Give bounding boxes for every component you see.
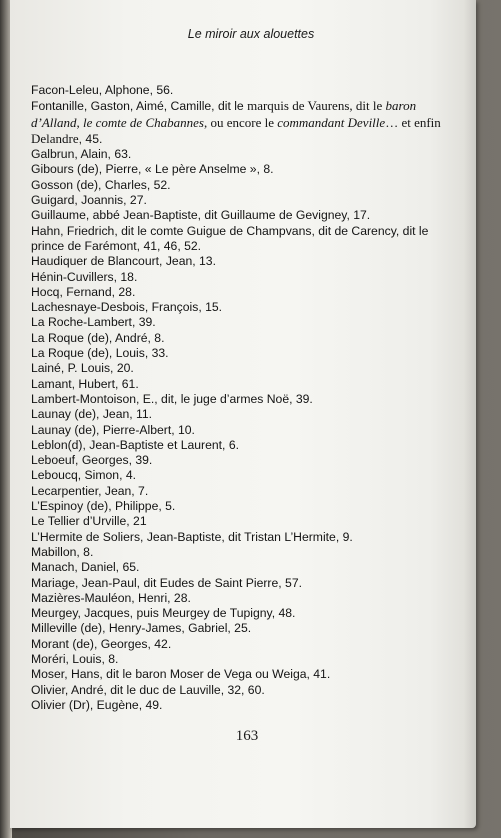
entry-text: Mariage, Jean-Paul, dit Eudes de Saint Pierre, 57.	[31, 575, 302, 590]
index-entry	[31, 499, 451, 514]
entry-text: ,	[76, 114, 83, 130]
index-entry	[31, 331, 451, 346]
entry-text: Lambert-Montoison, E., dit, le juge d’armes Noë, 39.	[31, 391, 313, 406]
index-entry	[31, 315, 451, 330]
index-entry	[31, 545, 451, 560]
index-entry	[31, 83, 451, 98]
entry-text: Hénin-Cuvillers, 18.	[31, 269, 138, 284]
entry-text: Facon-Leleu, Alphone, 56.	[31, 83, 174, 97]
entry-text: Mazières-Mauléon, Henri, 28.	[31, 590, 191, 605]
entry-text: Gibours (de), Pierre, « Le père Anselme », 8.	[31, 162, 274, 177]
index-entry	[31, 621, 451, 636]
entry-alias: commandant Deville	[277, 114, 386, 130]
index-entry	[31, 178, 451, 193]
index-entry	[31, 224, 451, 255]
entry-text: Leboeuf, Georges, 39.	[31, 453, 153, 468]
entry-text: Launay (de), Jean, 11.	[31, 407, 153, 422]
index-entry	[31, 392, 451, 407]
index-entry	[31, 300, 451, 315]
index-entry	[31, 270, 451, 285]
entry-text: Milleville (de), Henry-James, Gabriel, 25.	[31, 621, 252, 636]
index-entry	[31, 683, 451, 698]
index-entry	[31, 591, 451, 606]
index-entry	[31, 438, 451, 453]
entry-text: Galbrun, Alain, 63.	[31, 147, 132, 162]
entry-alias: marquis de Vaurens	[247, 98, 350, 114]
index-entry	[31, 98, 451, 147]
index-list	[31, 83, 451, 713]
entry-text: Manach, Daniel, 65.	[31, 560, 140, 575]
index-entry	[31, 576, 451, 591]
entry-text: Olivier, André, dit le duc de Lauville, 32, 60.	[31, 682, 265, 697]
entry-text: Lainé, P. Louis, 20.	[31, 361, 134, 376]
index-entry	[31, 484, 451, 499]
index-entry	[31, 468, 451, 483]
entry-text: , 45.	[78, 131, 103, 146]
entry-text: Morant (de), Georges, 42.	[31, 636, 172, 651]
entry-text: Mabillon, 8.	[31, 544, 94, 559]
entry-text: Olivier (Dr), Eugène, 49.	[31, 697, 163, 712]
entry-alias: le comte de Chabannes	[83, 114, 204, 130]
entry-text: Lecarpentier, Jean, 7.	[31, 483, 149, 498]
index-entry	[31, 208, 451, 223]
index-entry	[31, 377, 451, 392]
entry-text: , dit le	[349, 98, 386, 114]
index-entry	[31, 698, 451, 713]
entry-text: Moser, Hans, dit le baron Moser de Vega ou Weiga, 41.	[31, 667, 331, 682]
entry-text: Guillaume, abbé Jean-Baptiste, dit Guillaume de Gevigney, 17.	[31, 208, 371, 223]
entry-text: Hahn, Friedrich, dit le comte Guigue de Champvans, dit de Carency, dit le prince de Farémont, 41, 46, 52.	[31, 223, 429, 253]
entry-text: Leboucq, Simon, 4.	[31, 468, 137, 483]
index-entry	[31, 193, 451, 208]
entry-text: Lamant, Hubert, 61.	[31, 376, 139, 391]
running-head-title: Le miroir aux alouettes	[187, 27, 315, 41]
entry-text: La Roche-Lambert, 39.	[31, 315, 156, 330]
index-entry	[31, 147, 451, 162]
index-entry	[31, 530, 451, 545]
entry-text: L’Hermite de Soliers, Jean-Baptiste, dit Tristan L’Hermite, 9.	[31, 529, 353, 544]
entry-text: Guigard, Joannis, 27.	[31, 193, 147, 208]
page-edge-shadow	[464, 0, 476, 828]
entry-alias: … et enfin Delandre	[31, 114, 441, 146]
entry-text: Gosson (de), Charles, 52.	[31, 177, 171, 192]
index-entry	[31, 407, 451, 422]
index-entry	[31, 162, 451, 177]
index-entry	[31, 423, 451, 438]
index-entry	[31, 667, 451, 682]
entry-text: La Roque (de), André, 8.	[31, 330, 165, 345]
index-entry	[31, 606, 451, 621]
entry-text: Lachesnaye-Desbois, François, 15.	[31, 300, 223, 315]
entry-text: Launay (de), Pierre-Albert, 10.	[31, 422, 195, 437]
index-entry	[31, 346, 451, 361]
index-entry	[31, 560, 451, 575]
index-entry	[31, 254, 451, 269]
entry-text: Fontanille, Gaston, Aimé, Camille, dit le	[31, 99, 248, 114]
entry-text: Moréri, Louis, 8.	[31, 651, 119, 666]
index-entry	[31, 652, 451, 667]
index-entry	[31, 453, 451, 468]
entry-alias: baron d’Alland	[31, 98, 417, 130]
index-entry	[31, 361, 451, 376]
entry-text: La Roque (de), Louis, 33.	[31, 346, 169, 361]
entry-text: Haudiquer de Blancourt, Jean, 13.	[31, 254, 216, 269]
entry-text: Le Tellier d’Urville, 21	[31, 514, 147, 529]
entry-text: Leblon(d), Jean-Baptiste et Laurent, 6.	[31, 437, 239, 452]
index-entry	[31, 285, 451, 300]
book-page	[10, 0, 476, 828]
entry-text: L’Espinoy (de), Philippe, 5.	[31, 499, 176, 514]
index-entry	[31, 637, 451, 652]
entry-text: Meurgey, Jacques, puis Meurgey de Tupigny, 48.	[31, 606, 296, 621]
entry-text: , ou encore le	[203, 114, 278, 130]
page-number: 163	[235, 728, 259, 744]
entry-text: Hocq, Fernand, 28.	[31, 284, 136, 299]
index-entry	[31, 514, 451, 529]
